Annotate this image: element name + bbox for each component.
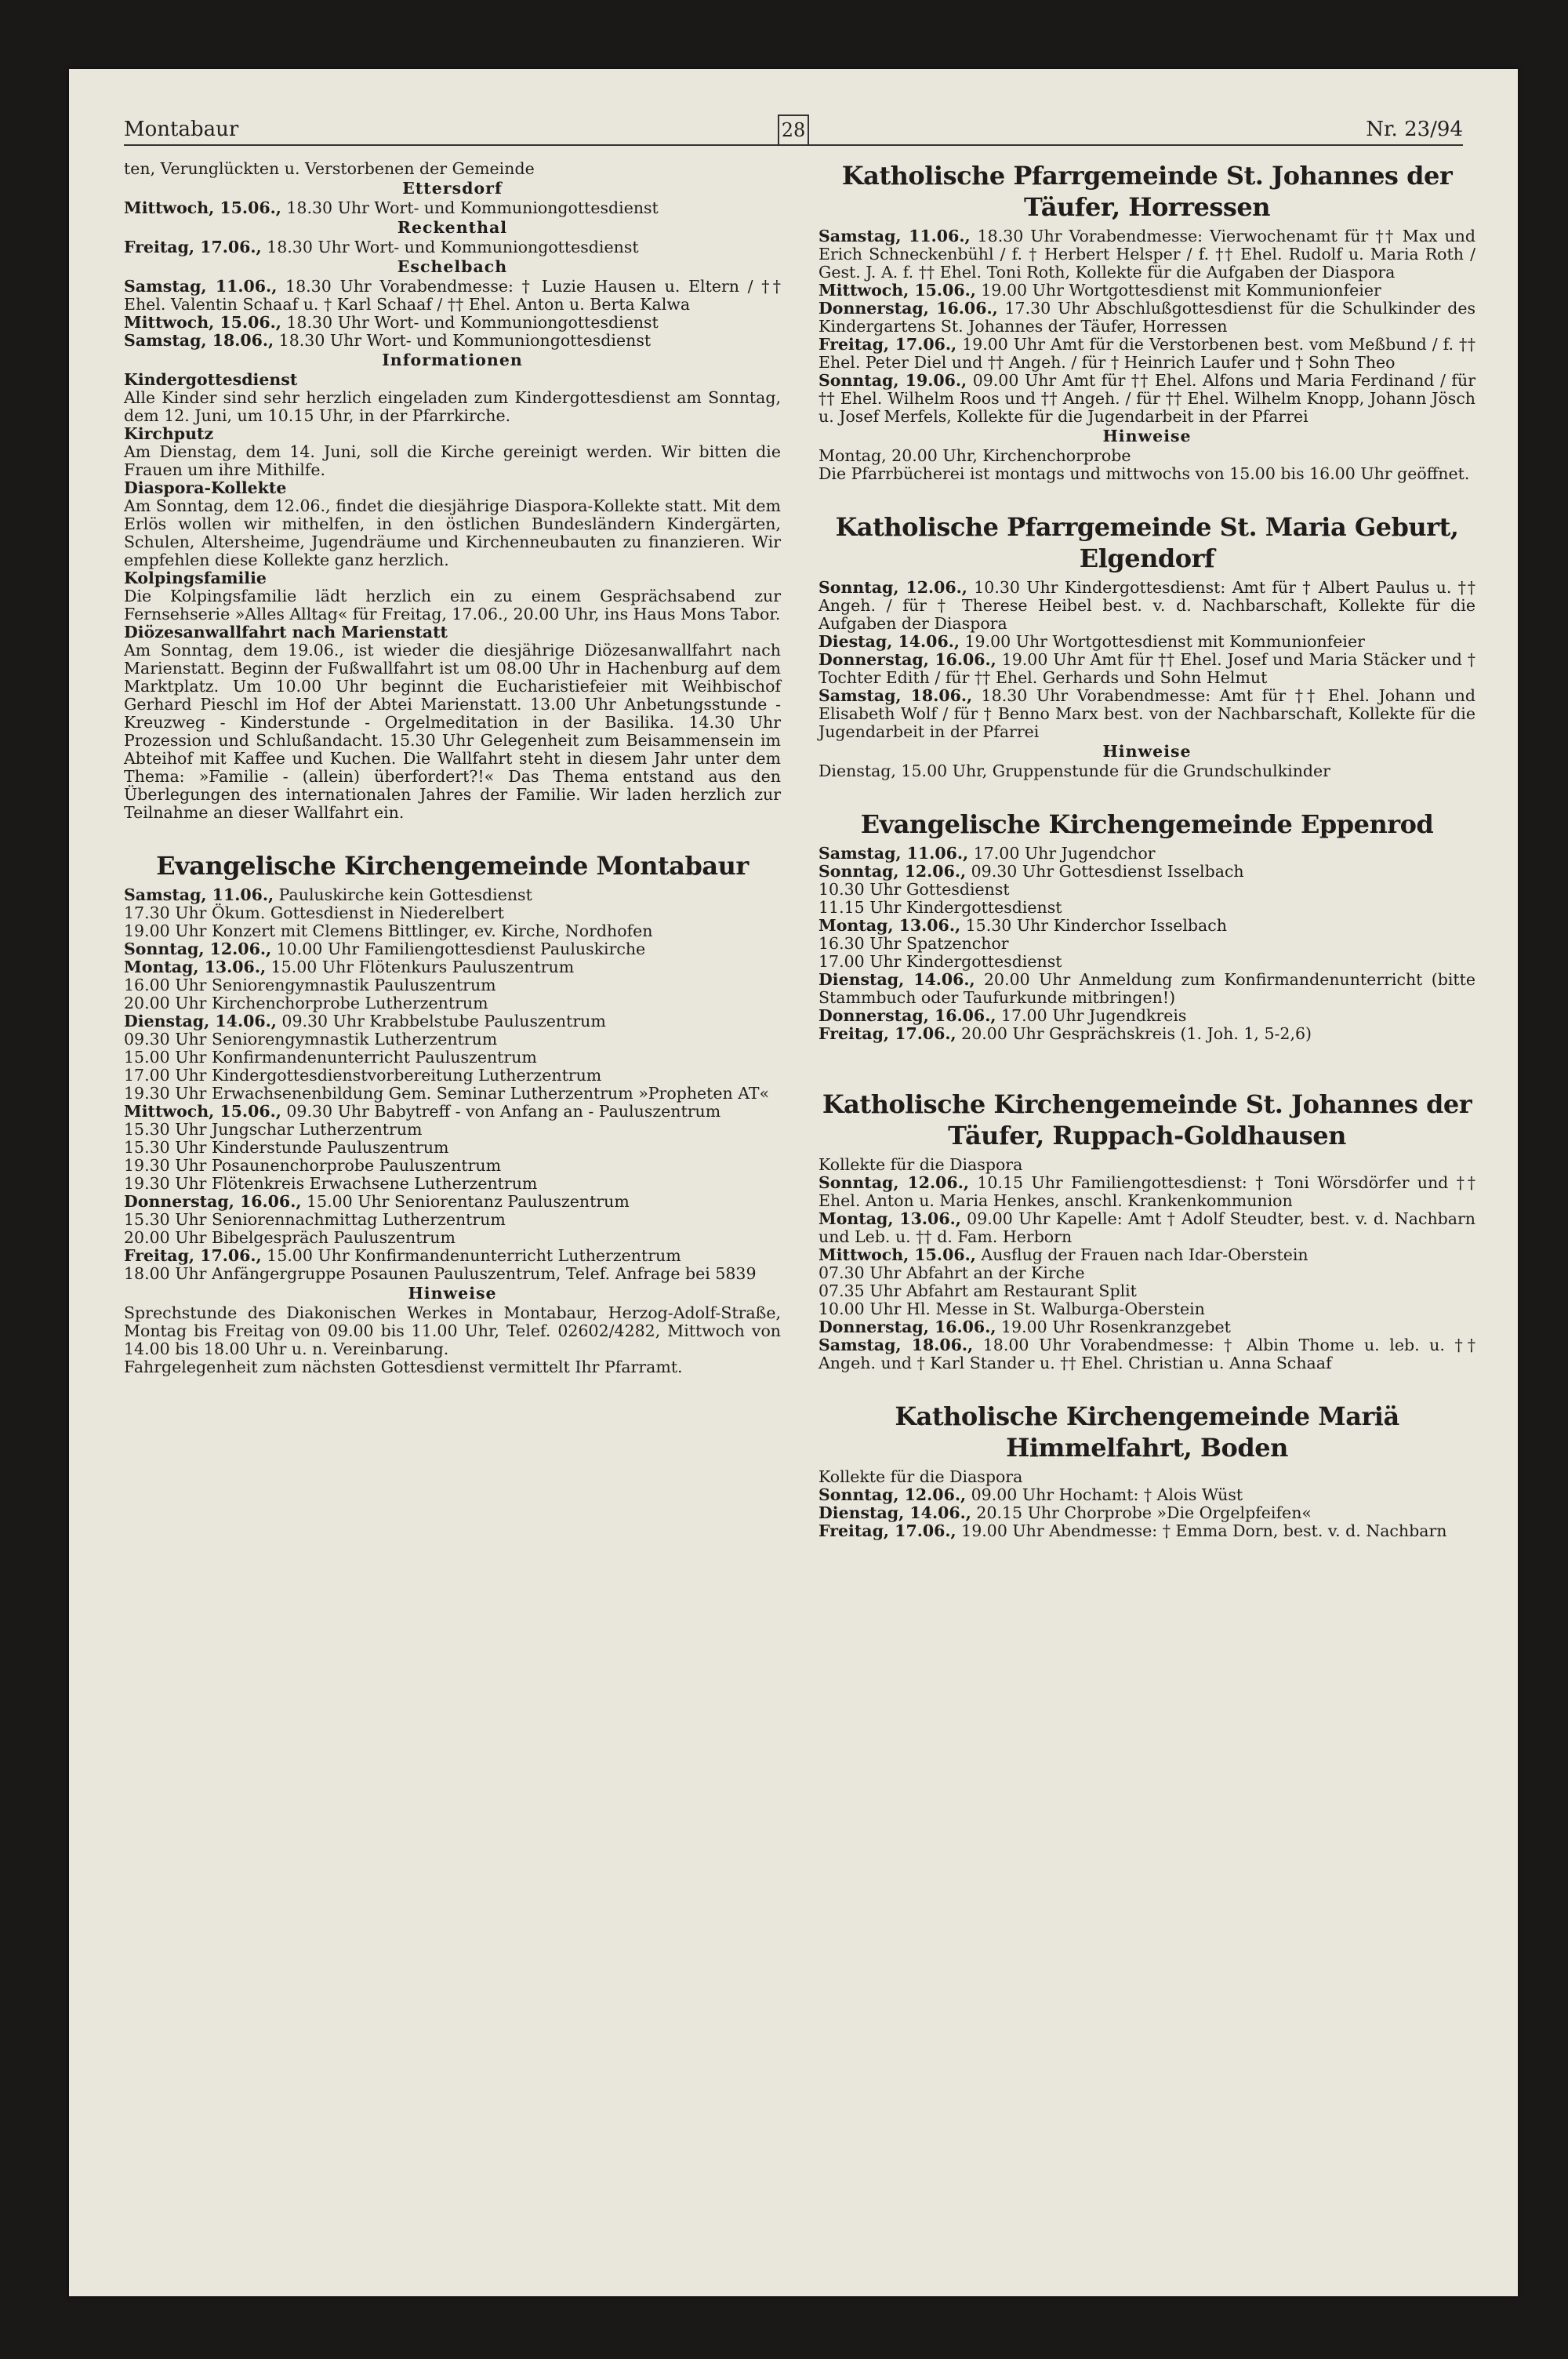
date-label: Sonntag, 12.06., (818, 1485, 967, 1504)
paragraph (124, 1358, 781, 1376)
date-label: Montag, 13.06., (818, 1209, 961, 1228)
text-run: 19.00 Uhr Amt für die Verstorbenen best. vom Meßbund / f. †† Ehel. Peter Diel und †† Angeh. / für † Heinrich Laufer und † Sohn Theo (818, 335, 1475, 372)
text-run: 19.00 Uhr Konzert mit Clemens Bittlinger, ev. Kirche, Nordhofen (124, 921, 653, 940)
paragraph (818, 1246, 1475, 1264)
paragraph (124, 443, 781, 479)
paragraph (124, 922, 781, 940)
text-run: Am Dienstag, dem 14. Juni, soll die Kirche gereinigt werden. Wir bitten die Frauen um ihre Mithilfe. (124, 442, 781, 479)
date-label: Samstag, 11.06., (818, 844, 969, 863)
paragraph (818, 845, 1475, 863)
date-label: Sonntag, 12.06., (818, 1173, 969, 1192)
text-run: 15.30 Uhr Kinderstunde Pauluszentrum (124, 1138, 449, 1157)
paragraph (818, 1282, 1475, 1300)
text-run: 19.00 Uhr Abendmesse: † Emma Dorn, best. v. d. Nachbarn (956, 1521, 1447, 1540)
text-run: 09.30 Uhr Seniorengymnastik Lutherzentrum (124, 1030, 498, 1049)
date-label: Dienstag, 14.06., (818, 1503, 971, 1522)
paragraph (124, 497, 781, 569)
text-run: 19.30 Uhr Flötenkreis Erwachsene Lutherzentrum (124, 1174, 538, 1193)
text-run: 15.00 Uhr Konfirmandenunterricht Lutherzentrum (261, 1246, 681, 1265)
text-run: 15.30 Uhr Seniorennachmittag Lutherzentrum (124, 1210, 506, 1229)
date-label: Samstag, 18.06., (818, 1336, 974, 1354)
date-label: Donnerstag, 16.06., (124, 1192, 302, 1211)
text-run: 20.00 Uhr Gesprächskreis (1. Joh. 1, 5-2,6) (956, 1024, 1312, 1043)
section-title: Katholische Kirchengemeinde St. Johannes der Täufer, Ruppach-Goldhausen (822, 1089, 1472, 1150)
text-run: 15.30 Uhr Kinderchor Isselbach (960, 916, 1227, 935)
text-run: 19.00 Uhr Amt für †† Ehel. Josef und Maria Stäcker und † Tochter Edith / für †† Ehel. Gerhards und Sohn Helmut (818, 650, 1475, 687)
text-run: 18.00 Uhr Anfängergruppe Posaunen Pauluszentrum, Telef. Anfrage bei 5839 (124, 1264, 757, 1283)
paragraph (818, 579, 1475, 633)
text-run: 07.30 Uhr Abfahrt an der Kirche (818, 1263, 1085, 1282)
text-run: Montag, 20.00 Uhr, Kirchenchorprobe (818, 446, 1131, 465)
paragraph (124, 1175, 781, 1193)
date-label: Samstag, 18.06., (818, 686, 973, 705)
paragraph (124, 994, 781, 1012)
date-label: Donnerstag, 16.06., (818, 650, 996, 669)
date-label: Sonntag, 12.06., (818, 578, 967, 597)
paragraph (124, 1049, 781, 1067)
text-run: 20.00 Uhr Kirchenchorprobe Lutherzentrum (124, 994, 488, 1012)
paragraph (818, 1025, 1475, 1043)
section-title: Evangelische Kirchengemeinde Montabaur (156, 851, 749, 881)
text-run: 17.30 Uhr Ökum. Gottesdienst in Niederelbert (124, 903, 504, 922)
paragraph (818, 336, 1475, 372)
text-run: 15.30 Uhr Jungschar Lutherzentrum (124, 1120, 423, 1139)
spacer (818, 483, 1475, 511)
date-label: Samstag, 11.06., (124, 885, 274, 904)
date-label: Samstag, 18.06., (124, 331, 274, 350)
right-column (818, 160, 1475, 1540)
paragraph (818, 899, 1475, 917)
spacer (818, 780, 1475, 809)
date-label: Mittwoch, 15.06., (124, 1102, 281, 1121)
paragraph (818, 1007, 1475, 1025)
paragraph (124, 958, 781, 976)
text-run: 18.30 Uhr Wort- und Kommuniongottesdienst (261, 238, 639, 256)
text-run: 17.00 Uhr Kindergottesdienstvorbereitung Lutherzentrum (124, 1066, 602, 1085)
subheading: Hinweise (408, 1284, 497, 1303)
paragraph (124, 1012, 781, 1030)
text-run: Fahrgelegenheit zum nächsten Gottesdienst vermittelt Ihr Pfarramt. (124, 1358, 683, 1376)
text-run: 20.15 Uhr Chorprobe »Die Orgelpfeifen« (971, 1503, 1312, 1522)
text-run: 20.00 Uhr Bibelgespräch Pauluszentrum (124, 1228, 456, 1247)
text-run: 09.00 Uhr Kapelle: Amt † Adolf Steudter, best. v. d. Nachbarn und Leb. u. †† d. Fam. Herborn (818, 1209, 1475, 1246)
paragraph (124, 425, 781, 443)
date-label: Freitag, 17.06., (818, 1024, 956, 1043)
paragraph (818, 1174, 1475, 1210)
paragraph (124, 976, 781, 994)
paragraph (818, 1336, 1475, 1372)
paragraph (124, 1193, 781, 1211)
spacer (818, 1372, 1475, 1401)
paragraph (124, 1304, 781, 1358)
text-run: 20.00 Uhr Anmeldung zum Konfirmandenunterricht (bitte Stammbuch oder Taufurkunde mitbringen!) (818, 970, 1475, 1007)
date-label: Sonntag, 12.06., (124, 940, 272, 958)
date-label: Diestag, 14.06., (818, 632, 960, 651)
text-run: 15.00 Uhr Konfirmandenunterricht Pauluszentrum (124, 1048, 537, 1067)
date-label: Kolpingsfamilie (124, 569, 267, 587)
date-label: Kirchputz (124, 424, 214, 443)
text-run: 18.30 Uhr Wort- und Kommuniongottesdienst (281, 198, 659, 217)
paragraph (818, 971, 1475, 1007)
paragraph (818, 687, 1475, 741)
text-run: 17.00 Uhr Kindergottesdienst (818, 952, 1062, 971)
text-run: 17.00 Uhr Jugendkreis (996, 1006, 1187, 1025)
text-run: 18.30 Uhr Vorabendmesse: † Luzie Hausen u. Eltern / †† Ehel. Valentin Schaaf u. † Karl Schaaf / †† Ehel. Anton u. Berta Kalwa (124, 277, 781, 314)
text-run: 18.30 Uhr Wort- und Kommuniongottesdienst (281, 313, 659, 332)
date-label: Mittwoch, 15.06., (818, 281, 976, 300)
newspaper-page (69, 69, 1518, 2296)
paragraph (124, 1211, 781, 1229)
text-run: Sprechstunde des Diakonischen Werkes in Montabaur, Herzog-Adolf-Straße, Montag bis Freitag von 09.00 bis 11.00 Uhr, Telef. 02602/4282, Mittwoch von 14.00 bis 18.00 Uhr u. n. Vereinbarung. (124, 1303, 781, 1358)
date-label: Diaspora-Kollekte (124, 478, 287, 497)
date-label: Dienstag, 14.06., (124, 1012, 277, 1030)
paragraph (124, 160, 781, 178)
paragraph (124, 238, 781, 256)
paragraph (124, 886, 781, 904)
text-run: 19.00 Uhr Wortgottesdienst mit Kommunionfeier (975, 281, 1381, 300)
text-run: 17.30 Uhr Abschlußgottesdienst für die Schulkinder des Kindergartens St. Johannes der Täufer, Horressen (818, 299, 1475, 336)
date-label: Donnerstag, 16.06., (818, 1006, 996, 1025)
paragraph (124, 642, 781, 822)
paragraph (124, 314, 781, 332)
paragraph (124, 332, 781, 350)
date-label: Freitag, 17.06., (124, 238, 262, 256)
date-label: Montag, 13.06., (124, 958, 267, 976)
text-run: 10.30 Uhr Gottesdienst (818, 880, 1010, 899)
paragraph (124, 587, 781, 623)
date-label: Freitag, 17.06., (818, 335, 957, 354)
date-label: Diözesanwallfahrt nach Marienstatt (124, 623, 448, 642)
paragraph (124, 623, 781, 642)
paragraph (124, 479, 781, 497)
paragraph (818, 881, 1475, 899)
date-label: Freitag, 17.06., (818, 1521, 956, 1540)
date-label: Sonntag, 19.06., (818, 371, 967, 390)
paragraph (124, 1247, 781, 1265)
text-run: 10.00 Uhr Familiengottesdienst Pauluskirche (271, 940, 646, 958)
paragraph (124, 1139, 781, 1157)
page-header (124, 110, 1463, 146)
date-label: Mittwoch, 15.06., (124, 198, 281, 217)
paragraph (818, 300, 1475, 336)
text-run: Die Pfarrbücherei ist montags und mittwochs von 15.00 bis 16.00 Uhr geöffnet. (818, 464, 1470, 483)
text-run: 10.00 Uhr Hl. Messe in St. Walburga-Oberstein (818, 1299, 1205, 1318)
page-number: 28 (778, 114, 809, 146)
paragraph (818, 227, 1475, 282)
text-run: 15.00 Uhr Flötenkurs Pauluszentrum (266, 958, 575, 976)
text-run: 16.00 Uhr Seniorengymnastik Pauluszentrum (124, 976, 496, 994)
date-label: Dienstag, 14.06., (818, 970, 975, 989)
text-run: 18.30 Uhr Vorabendmesse: Amt für †† Ehel. Johann und Elisabeth Wolf / für † Benno Marx best. von der Nachbarschaft, Kollekte für die Jugendarbeit in der Pfarrei (818, 686, 1475, 741)
paragraph (124, 1265, 781, 1283)
date-label: Sonntag, 12.06., (818, 862, 967, 881)
paragraph (818, 953, 1475, 971)
section-title: Evangelische Kirchengemeinde Eppenrod (860, 809, 1434, 839)
paragraph (818, 917, 1475, 935)
paragraph (818, 1468, 1475, 1486)
paragraph (124, 569, 781, 587)
section-title: Katholische Pfarrgemeinde St. Maria Geburt, Elgendorf (835, 512, 1459, 573)
subheading: Hinweise (1102, 742, 1192, 761)
date-label: Samstag, 11.06., (818, 227, 971, 245)
text-run: 16.30 Uhr Spatzenchor (818, 934, 1009, 953)
paragraph (124, 1157, 781, 1175)
paragraph (124, 371, 781, 389)
paragraph (818, 465, 1475, 483)
text-run: 19.00 Uhr Rosenkranzgebet (996, 1318, 1231, 1336)
paragraph (818, 1300, 1475, 1318)
paragraph (818, 1210, 1475, 1246)
paragraph (124, 278, 781, 314)
paragraph (818, 282, 1475, 300)
text-run: 15.00 Uhr Seniorentanz Pauluszentrum (301, 1192, 630, 1211)
text-run: 18.30 Uhr Vorabendmesse: Vierwochenamt für †† Max und Erich Schneckenbühl / f. † Herbert Helsper / f. †† Ehel. Rudolf u. Maria Roth / Gest. J. A. f. †† Ehel. Toni Roth, Kollekte für die Aufgaben der Diaspora (818, 227, 1476, 282)
subheading: Hinweise (1102, 427, 1192, 445)
text-run: 07.35 Uhr Abfahrt am Restaurant Split (818, 1281, 1137, 1300)
text-run: 19.30 Uhr Erwachsenenbildung Gem. Seminar Lutherzentrum »Propheten AT« (124, 1084, 770, 1103)
text-run: 10.30 Uhr Kindergottesdienst: Amt für † Albert Paulus u. †† Angeh. / für † Therese Heibel best. v. d. Nachbarschaft, Kollekte für die Aufgaben der Diaspora (818, 578, 1475, 633)
text-run: 10.15 Uhr Familiengottesdienst: † Toni Wörsdörfer und †† Ehel. Anton u. Maria Henkes, anschl. Krankenkommunion (818, 1173, 1476, 1210)
date-label: Freitag, 17.06., (124, 1246, 262, 1265)
paragraph (124, 1067, 781, 1085)
paragraph (124, 1085, 781, 1103)
paragraph (818, 1504, 1475, 1522)
text-run: Dienstag, 15.00 Uhr, Gruppenstunde für die Grundschulkinder (818, 761, 1330, 780)
text-run: Ausflug der Frauen nach Idar-Oberstein (975, 1245, 1308, 1264)
paragraph (818, 1318, 1475, 1336)
section-title: Katholische Pfarrgemeinde St. Johannes der Täufer, Horressen (841, 161, 1453, 222)
paragraph (124, 1030, 781, 1049)
paragraph (124, 1103, 781, 1121)
text-run: 09.30 Uhr Babytreff - von Anfang an - Pauluszentrum (281, 1102, 721, 1121)
text-run: Kollekte für die Diaspora (818, 1155, 1023, 1174)
paragraph (124, 199, 781, 217)
paragraph (818, 1156, 1475, 1174)
subheading: Eschelbach (397, 257, 508, 276)
paragraph (124, 940, 781, 958)
paragraph (124, 904, 781, 922)
text-run: 09.30 Uhr Krabbelstube Pauluszentrum (276, 1012, 606, 1030)
text-run: Alle Kinder sind sehr herzlich eingeladen zum Kindergottesdienst am Sonntag, dem 12. Juni, um 10.15 Uhr, in der Pfarrkirche. (124, 388, 781, 425)
text-run: 19.00 Uhr Wortgottesdienst mit Kommunionfeier (959, 632, 1365, 651)
text-run: 09.00 Uhr Amt für †† Ehel. Alfons und Maria Ferdinand / für †† Ehel. Wilhelm Roos und †† Angeh. / für †† Ehel. Wilhelm Knopp, Johann Jösch u. Josef Merfels, Kollekte für die Jugendarbeit in der Pfarrei (818, 371, 1475, 426)
section-title: Katholische Kirchengemeinde Mariä Himmelfahrt, Boden (895, 1401, 1399, 1463)
date-label: Donnerstag, 16.06., (818, 299, 998, 318)
spacer (124, 822, 781, 850)
text-run: Am Sonntag, dem 12.06., findet die diesjährige Diaspora-Kollekte statt. Mit dem Erlös wollen wir mithelfen, in den östlichen Bundesländern Kindergärten, Schulen, Altersheime, Jugendräume und Kirchenneubauten zu finanzieren. Wir empfehlen diese Kollekte ganz herzlich. (124, 496, 781, 569)
date-label: Kindergottesdienst (124, 370, 298, 389)
header-town: Montabaur (124, 118, 239, 141)
text-run: 18.00 Uhr Vorabendmesse: † Albin Thome u. leb. u. †† Angeh. und † Karl Stander u. †† Ehel. Christian u. Anna Schaaf (818, 1336, 1475, 1372)
paragraph (818, 1264, 1475, 1282)
paragraph (818, 1486, 1475, 1504)
date-label: Samstag, 11.06., (124, 277, 278, 296)
date-label: Montag, 13.06., (818, 916, 961, 935)
text-run: 18.30 Uhr Wort- und Kommuniongottesdienst (274, 331, 652, 350)
paragraph (124, 389, 781, 425)
text-run: 09.00 Uhr Hochamt: † Alois Wüst (966, 1485, 1243, 1504)
text-run: Kollekte für die Diaspora (818, 1467, 1023, 1486)
subheading: Informationen (382, 351, 523, 369)
issue-number: Nr. 23/94 (1366, 118, 1463, 141)
text-run: Pauluskirche kein Gottesdienst (274, 885, 532, 904)
subheading: Ettersdorf (402, 179, 503, 198)
text-run: 11.15 Uhr Kindergottesdienst (818, 898, 1062, 917)
left-column (124, 160, 781, 1376)
paragraph (818, 1522, 1475, 1540)
paragraph (124, 1121, 781, 1139)
text-run: 17.00 Uhr Jugendchor (968, 844, 1156, 863)
text-run: 09.30 Uhr Gottesdienst Isselbach (966, 862, 1244, 881)
date-label: Mittwoch, 15.06., (818, 1245, 976, 1264)
paragraph (818, 863, 1475, 881)
paragraph (818, 651, 1475, 687)
subheading: Reckenthal (397, 218, 508, 237)
text-run: Am Sonntag, dem 19.06., ist wieder die diesjährige Diözesanwallfahrt nach Marienstatt. Beginn der Fußwallfahrt ist um 08.00 Uhr in Hachenburg auf dem Marktplatz. Um 10.00 Uhr beginnt die Eucharistiefeier mit Weihbischof Gerhard Pieschl im Hof der Abtei Marienstatt. 13.00 Uhr Anbetungsstunde - Kreuzweg - Kinderstunde - Orgelmeditation in der Basilika. 14.30 Uhr Prozession und Schlußandacht. 15.30 Uhr Gelegenheit zum Beisammensein im Abteihof mit Kaffee und Kuchen. Die Wallfahrt steht in diesem Jahr unter dem Thema: »Familie - (allein) überfordert?!« Das Thema entstand aus den Überlegungen des internationalen Jahres der Familie. Wir laden herzlich zur Teilnahme an dieser Wallfahrt ein. (124, 641, 781, 822)
paragraph (124, 1229, 781, 1247)
paragraph (818, 762, 1475, 780)
date-label: Mittwoch, 15.06., (124, 313, 281, 332)
spacer (818, 1043, 1475, 1089)
text-run: 19.30 Uhr Posaunenchorprobe Pauluszentrum (124, 1156, 502, 1175)
text-run: Die Kolpingsfamilie lädt herzlich ein zu einem Gesprächsabend zur Fernsehserie »Alles Alltag« für Freitag, 17.06., 20.00 Uhr, ins Haus Mons Tabor. (124, 587, 781, 623)
paragraph (818, 372, 1475, 426)
text-run: ten, Verunglückten u. Verstorbenen der Gemeinde (124, 159, 535, 178)
paragraph (818, 447, 1475, 465)
paragraph (818, 633, 1475, 651)
paragraph (818, 935, 1475, 953)
date-label: Donnerstag, 16.06., (818, 1318, 996, 1336)
